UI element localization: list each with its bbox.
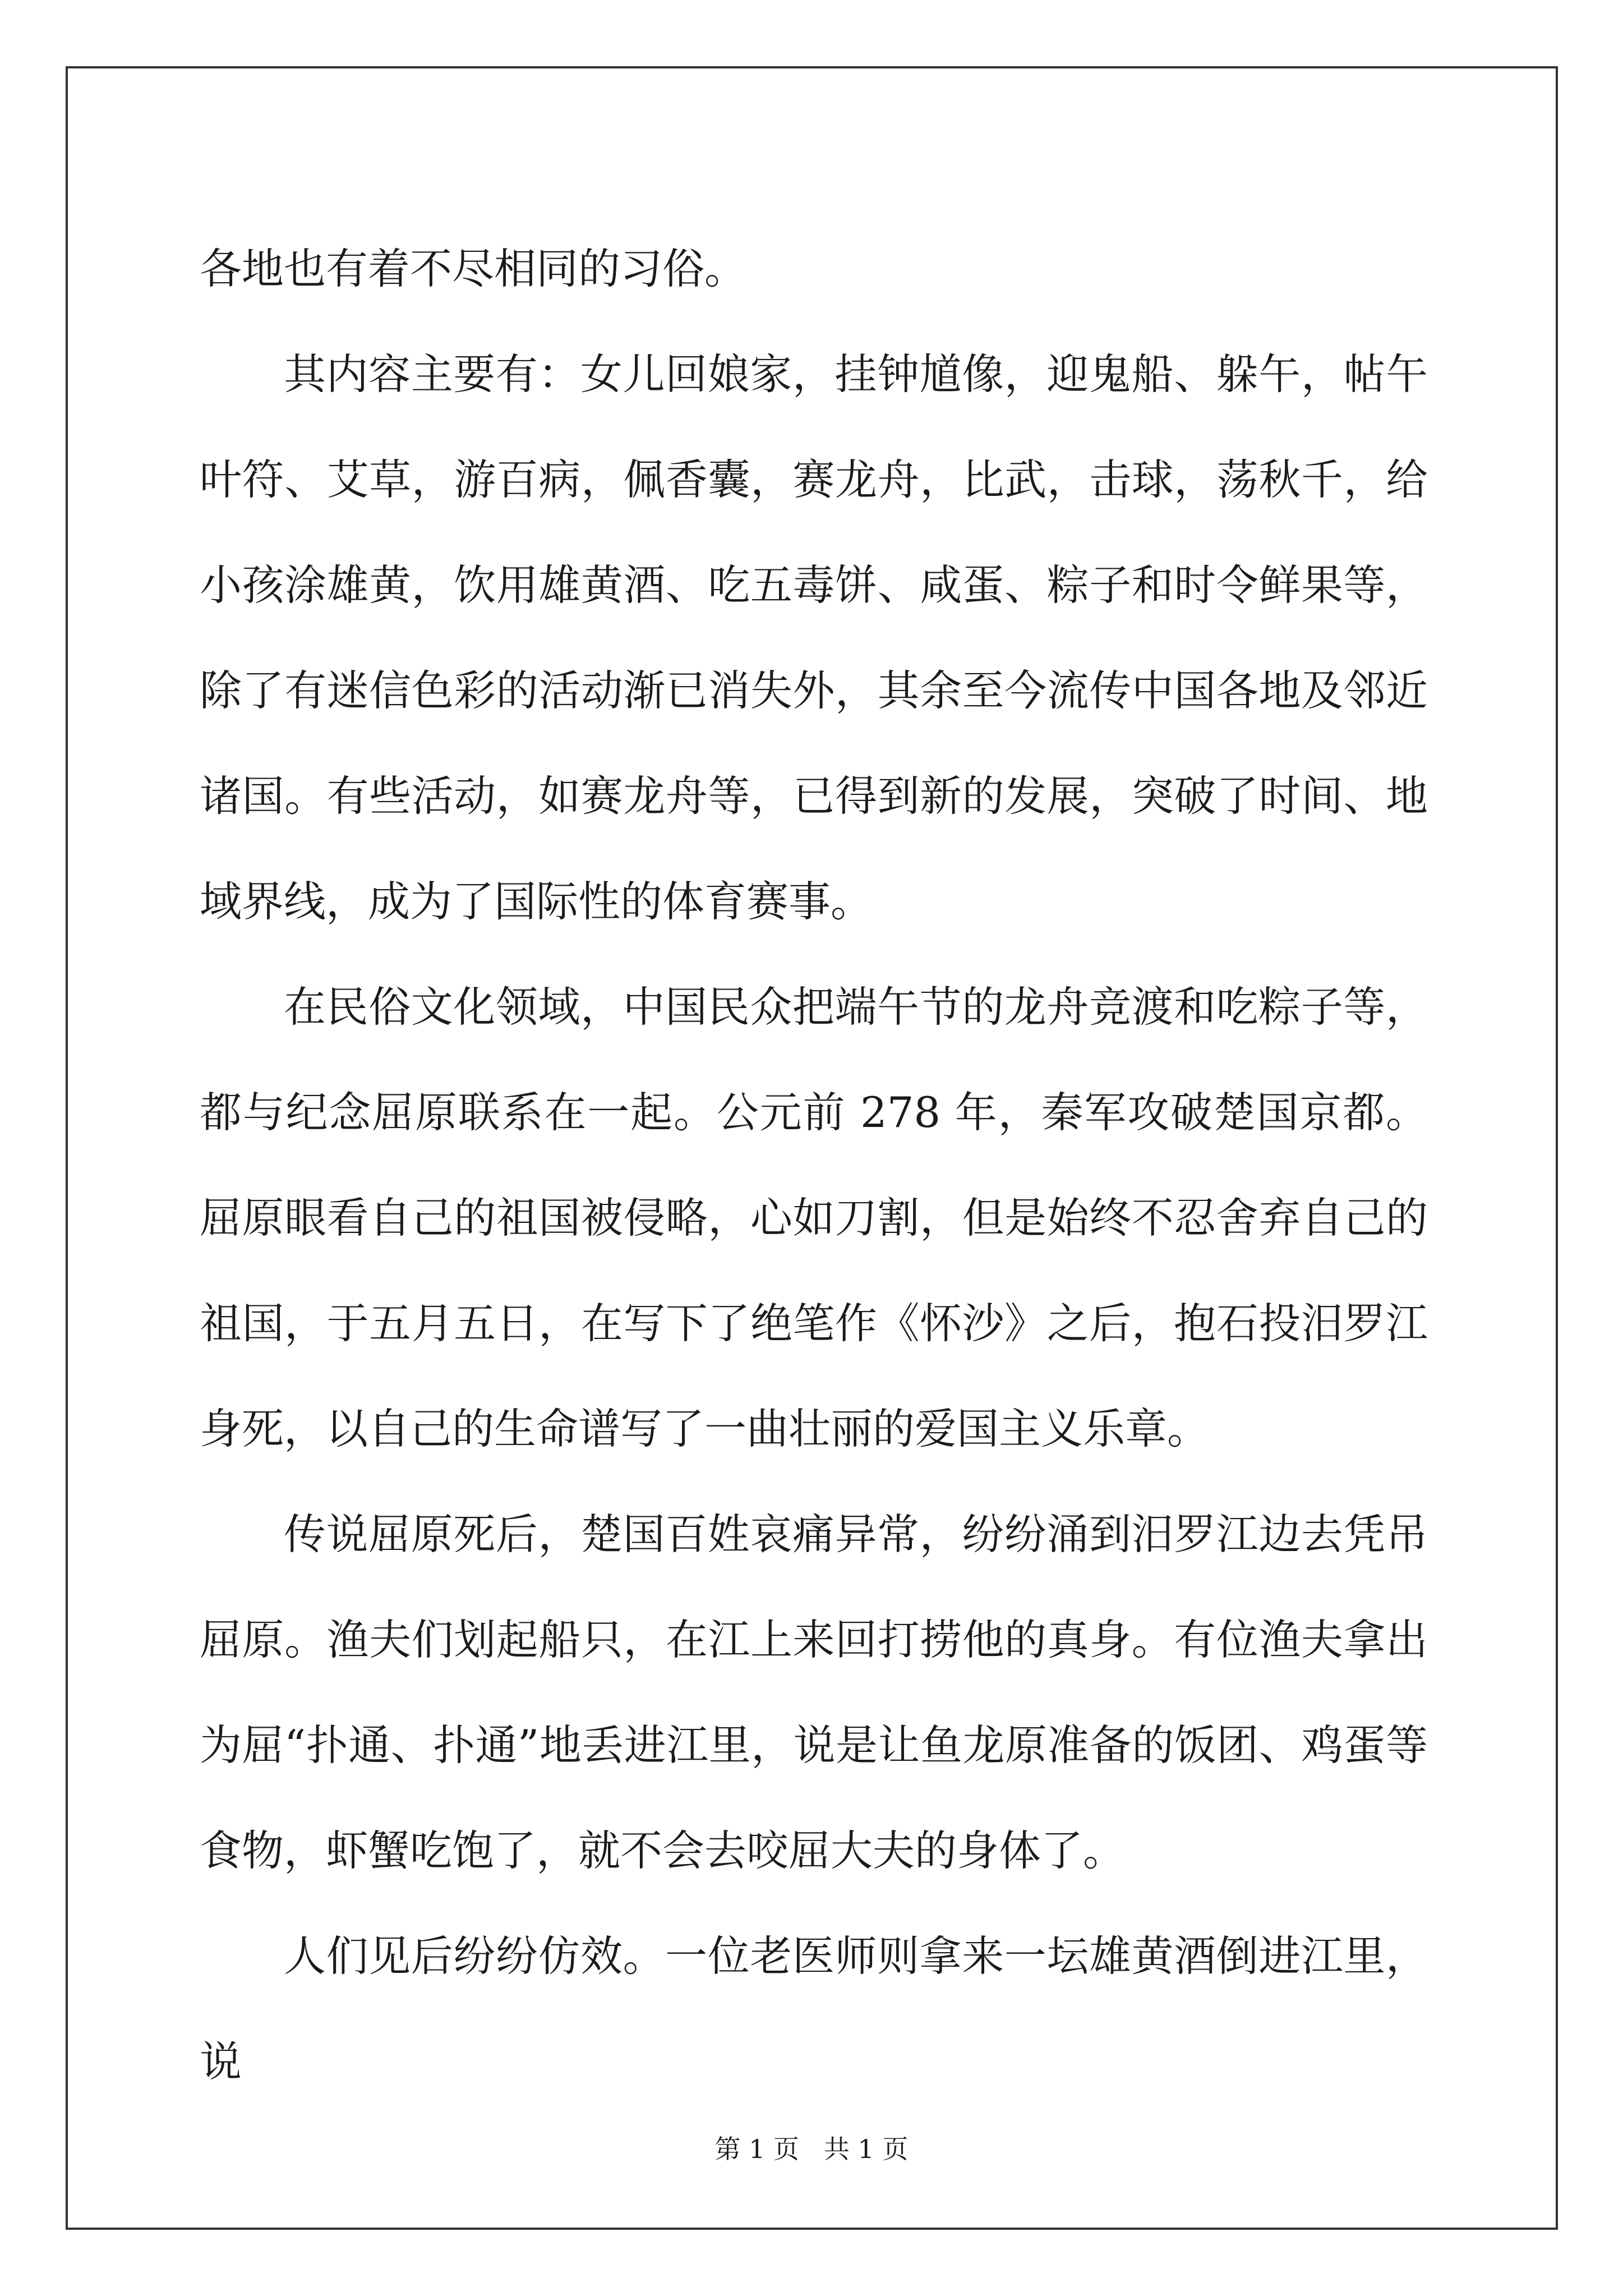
paragraph-5: 人们见后纷纷仿效。一位老医师则拿来一坛雄黄酒倒进江里，说 xyxy=(200,1931,1428,2086)
paragraph-2: 其内容主要有：女儿回娘家，挂钟馗像，迎鬼船、躲午，帖午叶符、艾草，游百病，佩香囊，赛龙舟，比武，击球，荡秋千，给小孩涂雄黄，饮用雄黄酒、吃五毒饼、咸蛋、粽子和时令鲜果等，除了有迷信色彩的活动渐已消失外，其余至今流传中国各地及邻近诸国。有些活动，如赛龙舟等，已得到新的发展，突破了时间、地域界线，成为了国际性的体育赛事。 xyxy=(200,349,1428,926)
page-number-footer: 第 1 页 共 1 页 xyxy=(714,2134,909,2164)
document-body xyxy=(200,216,1428,2114)
paragraph-1: 各地也有着不尽相同的习俗。 xyxy=(200,244,747,293)
paragraph-4: 传说屈原死后，楚国百姓哀痛异常，纷纷涌到汨罗江边去凭吊屈原。渔夫们划起船只，在江上来回打捞他的真身。有位渔夫拿出为屈“扑通、扑通”地丢进江里，说是让鱼龙原准备的饭团、鸡蛋等食物，虾蟹吃饱了，就不会去咬屈大夫的身体了。 xyxy=(200,1510,1428,1875)
paragraph-3: 在民俗文化领域，中国民众把端午节的龙舟竞渡和吃粽子等，都与纪念屈原联系在一起。公元前 278 年，秦军攻破楚国京都。屈原眼看自己的祖国被侵略，心如刀割，但是始终不忍舍弃自己的祖国，于五月五日，在写下了绝笔作《怀沙》之后，抱石投汨罗江身死，以自己的生命谱写了一曲壮丽的爱国主义乐章。 xyxy=(200,982,1428,1453)
